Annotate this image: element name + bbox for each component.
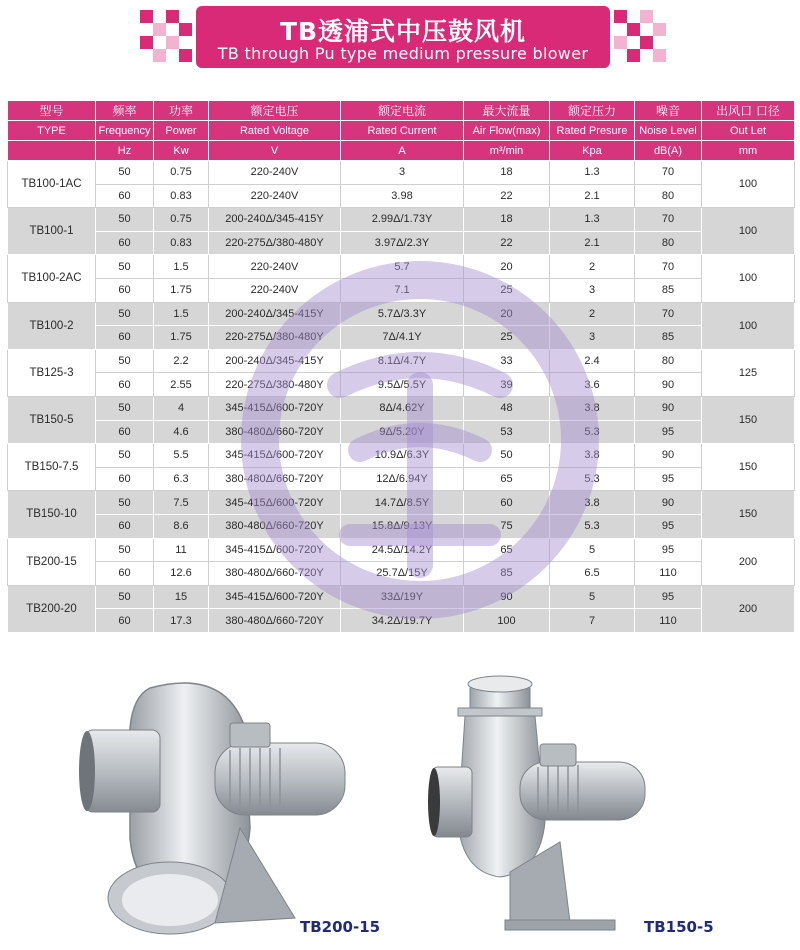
cell-kw: 0.83	[154, 231, 209, 255]
cell-kpa: 5	[550, 538, 635, 562]
cell-hz: 60	[96, 609, 154, 633]
model-type-cell: TB200-15	[8, 538, 96, 585]
table-row	[8, 349, 795, 373]
cell-kw: 11	[154, 538, 209, 562]
cell-kw: 2.55	[154, 373, 209, 397]
cell-a: 5.7	[341, 255, 464, 279]
cell-kw: 1.75	[154, 326, 209, 350]
cell-db: 70	[635, 208, 702, 232]
cell-v: 345-415Δ/600-720Y	[209, 444, 341, 468]
outlet-cell: 200	[702, 585, 795, 632]
cell-kw: 0.83	[154, 184, 209, 208]
cell-a: 33Δ/19Y	[341, 585, 464, 609]
header-en-0: TYPE	[8, 121, 96, 141]
header-en-8: Out Let	[702, 121, 795, 141]
product-label-tb150-5: TB150-5	[644, 918, 714, 936]
header-cn-1: 频率	[96, 101, 154, 121]
cell-kpa: 2.1	[550, 231, 635, 255]
cell-db: 95	[635, 467, 702, 491]
cell-a: 15.8Δ/9.13Y	[341, 514, 464, 538]
cell-hz: 60	[96, 184, 154, 208]
cell-a: 3.97Δ/2.3Y	[341, 231, 464, 255]
cell-a: 2.99Δ/1.73Y	[341, 208, 464, 232]
cell-flow: 39	[464, 373, 550, 397]
header-unit-2: Kw	[154, 141, 209, 161]
outlet-cell: 150	[702, 396, 795, 443]
cell-db: 95	[635, 514, 702, 538]
cell-db: 85	[635, 278, 702, 302]
cell-flow: 85	[464, 562, 550, 586]
cell-v: 220-240V	[209, 184, 341, 208]
cell-db: 70	[635, 302, 702, 326]
cell-kpa: 3	[550, 278, 635, 302]
cell-db: 80	[635, 231, 702, 255]
cell-v: 200-240Δ/345-415Y	[209, 302, 341, 326]
table-header	[8, 101, 795, 161]
header-unit-4: A	[341, 141, 464, 161]
cell-kpa: 3.8	[550, 396, 635, 420]
cell-kw: 7.5	[154, 491, 209, 515]
cell-db: 110	[635, 562, 702, 586]
cell-v: 345-415Δ/600-720Y	[209, 538, 341, 562]
cell-hz: 60	[96, 231, 154, 255]
cell-flow: 65	[464, 467, 550, 491]
cell-hz: 60	[96, 514, 154, 538]
cell-a: 10.9Δ/6.3Y	[341, 444, 464, 468]
cell-db: 90	[635, 373, 702, 397]
cell-db: 85	[635, 326, 702, 350]
cell-db: 90	[635, 396, 702, 420]
cell-kw: 8.6	[154, 514, 209, 538]
cell-kw: 2.2	[154, 349, 209, 373]
cell-flow: 18	[464, 208, 550, 232]
cell-db: 80	[635, 349, 702, 373]
page-subtitle: TB through Pu type medium pressure blower	[217, 44, 589, 63]
header-cn-5: 最大流量	[464, 101, 550, 121]
cell-kpa: 2	[550, 255, 635, 279]
cell-kpa: 1.3	[550, 161, 635, 185]
cell-v: 380-480Δ/660-720Y	[209, 467, 341, 491]
page-header	[0, 0, 800, 82]
header-en-1: Frequency	[96, 121, 154, 141]
cell-db: 90	[635, 491, 702, 515]
cell-flow: 22	[464, 184, 550, 208]
cell-hz: 60	[96, 420, 154, 444]
cell-v: 220-275Δ/380-480Y	[209, 326, 341, 350]
model-type-cell: TB150-10	[8, 491, 96, 538]
cell-v: 380-480Δ/660-720Y	[209, 420, 341, 444]
cell-kpa: 2	[550, 302, 635, 326]
cell-hz: 50	[96, 161, 154, 185]
cell-flow: 50	[464, 444, 550, 468]
cell-v: 380-480Δ/660-720Y	[209, 609, 341, 633]
table-row	[8, 255, 795, 279]
cell-a: 3	[341, 161, 464, 185]
cell-flow: 100	[464, 609, 550, 633]
cell-v: 220-240V	[209, 255, 341, 279]
header-unit-1: Hz	[96, 141, 154, 161]
cell-flow: 20	[464, 302, 550, 326]
cell-hz: 50	[96, 255, 154, 279]
cell-kw: 1.5	[154, 302, 209, 326]
cell-a: 3.98	[341, 184, 464, 208]
cell-a: 9.5Δ/5.5Y	[341, 373, 464, 397]
cell-v: 380-480Δ/660-720Y	[209, 562, 341, 586]
cell-kpa: 7	[550, 609, 635, 633]
cell-db: 80	[635, 184, 702, 208]
header-cn-0: 型号	[8, 101, 96, 121]
table-row	[8, 491, 795, 515]
cell-flow: 22	[464, 231, 550, 255]
outlet-cell: 100	[702, 255, 795, 302]
table-row	[8, 609, 795, 633]
cell-flow: 60	[464, 491, 550, 515]
cell-db: 90	[635, 444, 702, 468]
outlet-cell: 100	[702, 161, 795, 208]
cell-flow: 25	[464, 278, 550, 302]
cell-kpa: 3.8	[550, 444, 635, 468]
model-type-cell: TB100-1AC	[8, 161, 96, 208]
outlet-cell: 150	[702, 491, 795, 538]
header-unit-8: mm	[702, 141, 795, 161]
cell-a: 12Δ/6.94Y	[341, 467, 464, 491]
cell-kpa: 2.1	[550, 184, 635, 208]
table-row	[8, 184, 795, 208]
cell-flow: 25	[464, 326, 550, 350]
cell-v: 220-275Δ/380-480Y	[209, 373, 341, 397]
cell-v: 220-240V	[209, 278, 341, 302]
cell-v: 200-240Δ/345-415Y	[209, 208, 341, 232]
model-type-cell: TB200-20	[8, 585, 96, 632]
header-unit-3: V	[209, 141, 341, 161]
cell-hz: 50	[96, 585, 154, 609]
cell-hz: 50	[96, 491, 154, 515]
cell-kpa: 1.3	[550, 208, 635, 232]
cell-a: 25.7Δ/15Y	[341, 562, 464, 586]
cell-flow: 75	[464, 514, 550, 538]
left-checker-decoration	[140, 10, 192, 66]
table-row	[8, 278, 795, 302]
cell-flow: 33	[464, 349, 550, 373]
cell-a: 8Δ/4.62Y	[341, 396, 464, 420]
cell-kw: 0.75	[154, 161, 209, 185]
blower-illustration-upright-icon	[420, 672, 670, 937]
cell-kpa: 5.3	[550, 467, 635, 491]
cell-a: 7.1	[341, 278, 464, 302]
model-type-cell: TB100-2AC	[8, 255, 96, 302]
cell-db: 95	[635, 585, 702, 609]
table-row	[8, 444, 795, 468]
cell-flow: 18	[464, 161, 550, 185]
cell-kw: 6.3	[154, 467, 209, 491]
model-type-cell: TB100-1	[8, 208, 96, 255]
product-label-tb200-15: TB200-15	[300, 918, 381, 936]
cell-v: 380-480Δ/660-720Y	[209, 514, 341, 538]
table-row	[8, 161, 795, 185]
page-title: TB透浦式中压鼓风机	[279, 17, 527, 46]
cell-hz: 50	[96, 538, 154, 562]
cell-v: 345-415Δ/600-720Y	[209, 396, 341, 420]
header-cn-6: 额定压力	[550, 101, 635, 121]
cell-kpa: 3.8	[550, 491, 635, 515]
cell-a: 7Δ/4.1Y	[341, 326, 464, 350]
table-row	[8, 585, 795, 609]
cell-flow: 48	[464, 396, 550, 420]
cell-flow: 65	[464, 538, 550, 562]
right-checker-decoration	[614, 10, 666, 66]
cell-v: 220-275Δ/380-480Y	[209, 231, 341, 255]
header-unit-6: Kpa	[550, 141, 635, 161]
header-en-2: Power	[154, 121, 209, 141]
header-en-5: Air Flow(max)	[464, 121, 550, 141]
model-type-cell: TB125-3	[8, 349, 96, 396]
outlet-cell: 200	[702, 538, 795, 585]
cell-kw: 4	[154, 396, 209, 420]
table-row	[8, 420, 795, 444]
table-row	[8, 562, 795, 586]
cell-kpa: 5	[550, 585, 635, 609]
cell-kw: 5.5	[154, 444, 209, 468]
cell-hz: 60	[96, 326, 154, 350]
cell-kpa: 2.4	[550, 349, 635, 373]
cell-a: 5.7Δ/3.3Y	[341, 302, 464, 326]
header-unit-0	[8, 141, 96, 161]
header-en-6: Rated Presure	[550, 121, 635, 141]
cell-v: 200-240Δ/345-415Y	[209, 349, 341, 373]
cell-kw: 15	[154, 585, 209, 609]
header-en-4: Rated Current	[341, 121, 464, 141]
cell-kw: 4.6	[154, 420, 209, 444]
cell-a: 24.5Δ/14.2Y	[341, 538, 464, 562]
header-unit-7: dB(A)	[635, 141, 702, 161]
product-tb200-15	[75, 668, 395, 946]
outlet-cell: 100	[702, 208, 795, 255]
spec-table	[7, 100, 795, 633]
cell-a: 34.2Δ/19.7Y	[341, 609, 464, 633]
cell-kw: 1.5	[154, 255, 209, 279]
table-body	[8, 161, 795, 633]
header-unit-5: m³/min	[464, 141, 550, 161]
cell-kw: 0.75	[154, 208, 209, 232]
blower-illustration-large-icon	[75, 668, 375, 938]
model-type-cell: TB150-7.5	[8, 444, 96, 491]
header-en-3: Rated Voltage	[209, 121, 341, 141]
header-cn-3: 额定电压	[209, 101, 341, 121]
cell-hz: 50	[96, 396, 154, 420]
cell-hz: 60	[96, 562, 154, 586]
model-type-cell: TB100-2	[8, 302, 96, 349]
table-row	[8, 326, 795, 350]
cell-a: 9Δ/5.20Y	[341, 420, 464, 444]
table-row	[8, 467, 795, 491]
header-cn-4: 额定电流	[341, 101, 464, 121]
cell-v: 220-240V	[209, 161, 341, 185]
cell-hz: 50	[96, 208, 154, 232]
cell-hz: 50	[96, 302, 154, 326]
cell-v: 345-415Δ/600-720Y	[209, 585, 341, 609]
cell-db: 95	[635, 538, 702, 562]
table-row	[8, 514, 795, 538]
cell-kpa: 3	[550, 326, 635, 350]
cell-kpa: 6.5	[550, 562, 635, 586]
table-row	[8, 538, 795, 562]
cell-kpa: 5.3	[550, 514, 635, 538]
cell-kpa: 5.3	[550, 420, 635, 444]
title-banner	[196, 6, 610, 68]
cell-hz: 60	[96, 278, 154, 302]
model-type-cell: TB150-5	[8, 396, 96, 443]
table-row	[8, 208, 795, 232]
cell-db: 110	[635, 609, 702, 633]
cell-hz: 60	[96, 373, 154, 397]
cell-a: 8.1Δ/4.7Y	[341, 349, 464, 373]
cell-kpa: 3.6	[550, 373, 635, 397]
cell-hz: 50	[96, 444, 154, 468]
cell-kw: 1.75	[154, 278, 209, 302]
header-cn-2: 功率	[154, 101, 209, 121]
cell-db: 70	[635, 255, 702, 279]
table-row	[8, 396, 795, 420]
outlet-cell: 100	[702, 302, 795, 349]
cell-flow: 53	[464, 420, 550, 444]
cell-flow: 20	[464, 255, 550, 279]
cell-v: 345-415Δ/600-720Y	[209, 491, 341, 515]
outlet-cell: 125	[702, 349, 795, 396]
header-en-7: Noise Level	[635, 121, 702, 141]
cell-db: 95	[635, 420, 702, 444]
header-cn-8: 出风口 口径	[702, 101, 795, 121]
product-tb150-5	[420, 672, 740, 946]
table-row	[8, 373, 795, 397]
cell-db: 70	[635, 161, 702, 185]
cell-hz: 50	[96, 349, 154, 373]
cell-kw: 17.3	[154, 609, 209, 633]
cell-flow: 90	[464, 585, 550, 609]
cell-a: 14.7Δ/8.5Y	[341, 491, 464, 515]
table-row	[8, 231, 795, 255]
header-cn-7: 噪音	[635, 101, 702, 121]
cell-hz: 60	[96, 467, 154, 491]
table-row	[8, 302, 795, 326]
cell-kw: 12.6	[154, 562, 209, 586]
outlet-cell: 150	[702, 444, 795, 491]
